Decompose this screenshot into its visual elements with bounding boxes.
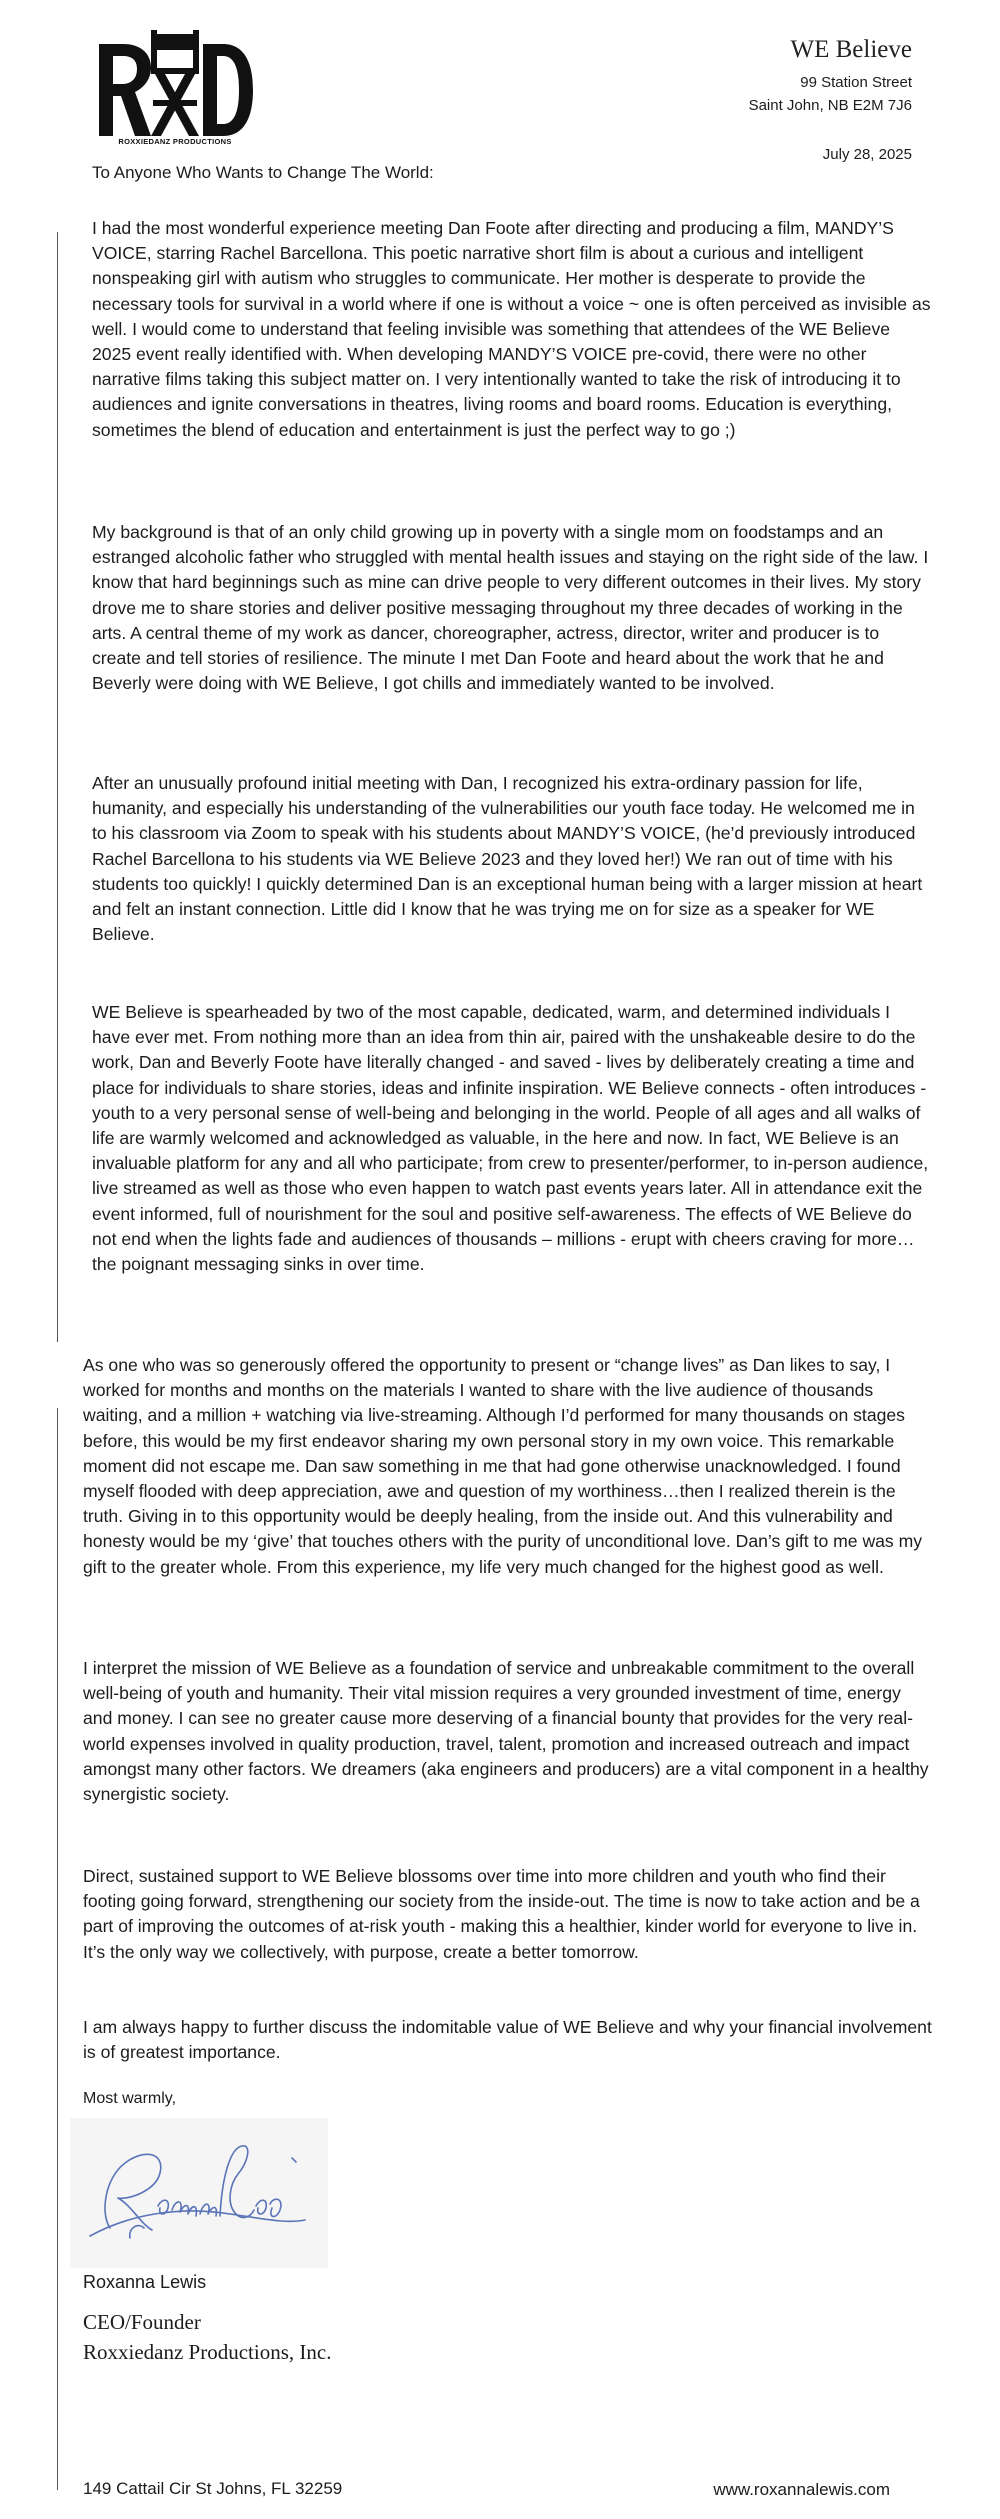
organization-address-line-2: Saint John, NB E2M 7J6 [748, 97, 912, 114]
footer-address: 149 Cattail Cir St Johns, FL 32259 [83, 2479, 343, 2498]
organization-name: WE Believe [790, 36, 912, 63]
margin-rule-bottom [57, 1408, 58, 2490]
letter-date: July 28, 2025 [822, 146, 912, 163]
body-paragraph: Direct, sustained support to WE Believe blossoms over time into more children and youth who find their footing going forward, strengthening our society from the inside-out. The time is now to take action and be a part of improving the outcomes of at-risk youth - making this a healthier, kinder world for everyone to live in. It’s the only way we collectively, with purpose, create a better tomorrow. [83, 1866, 920, 1962]
body-paragraph: WE Believe is spearheaded by two of the most capable, dedicated, warm, and determined individuals I have ever met. From nothing more than an idea from thin air, paired with the unshakeable desire to do the work, Dan and Beverly Foote have literally changed - and saved - lives by deliberately creating a time and place for individuals to share stories, ideas and infinite inspiration. WE Believe connects - often introduces - youth to a very personal sense of well-being and belonging in the world. People of all ages and all walks of life are warmly welcomed and acknowledged as valuable, in the here and now. In fact, WE Believe is an invaluable platform for any and all who participate; from crew to presenter/performer, to in-person audience, live streamed as well as those who even happen to watch past events years later. All in attendance exit the event informed, full of nourishment for the soul and positive self-awareness. The effects of WE Believe do not end when the lights fade and audiences of thousands – millions - erupt with cheers craving for more…the poignant messaging sinks in over time. [92, 1002, 929, 1275]
body-paragraph: I had the most wonderful experience meeting Dan Foote after directing and producing a film, MANDY’S VOICE, starring Rachel Barcellona. This poetic narrative short film is about a curious and intelligent nonspeaking girl with autism who struggles to communicate. Her mother is desperate to provide the necessary tools for survival in a world where if one is without a voice ~ one is often perceived as invisible as well. I would come to understand that feeling invisible was something that attendees of the WE Believe 2025 event really identified with. When developing MANDY’S VOICE pre-covid, there were no other narrative films taking this subject matter on. I very intentionally wanted to take the risk of introducing it to audiences and ignite conversations in theatres, living rooms and board rooms. Education is everything, sometimes the blend of education and entertainment is just the perfect way to go ;) [92, 218, 931, 440]
signature-image [70, 2118, 328, 2268]
handwritten-signature-icon [70, 2118, 328, 2268]
body-paragraph: I interpret the mission of WE Believe as a foundation of service and unbreakable commitment to the overall well-being of youth and humanity. Their vital mission requires a very grounded investment of time, energy and money. I can see no greater cause more deserving of a financial bounty that provides for the very real-world expenses involved in quality production, travel, talent, promotion and increased outreach and impact amongst many other factors. We dreamers (aka engineers and producers) are a vital component in a healthy synergistic society. [83, 1658, 929, 1805]
organization-address-line-1: 99 Station Street [800, 74, 912, 91]
footer-website-link[interactable]: www.roxannalewis.com [713, 2480, 890, 2499]
body-paragraph: My background is that of an only child growing up in poverty with a single mom on foodstamps and an estranged alcoholic father who struggled with mental health issues and staying on the right side of the law. I know that hard beginnings such as mine can drive people to very different outcomes in their lives. My story drove me to share stories and deliver positive messaging throughout my three decades of working in the arts. A central theme of my work as dancer, choreographer, actress, director, writer and producer is to create and tell stories of resilience. The minute I met Dan Foote and heard about the work that he and Beverly were doing with WE Believe, I got chills and immediately wanted to be involved. [92, 522, 929, 694]
logo-tagline: ROXXIEDANZ PRODUCTIONS [118, 137, 232, 146]
body-paragraph: As one who was so generously offered the opportunity to present or “change lives” as Dan likes to say, I worked for months and months on the materials I wanted to share with the live audience of thousands waiting, and a million + watching via live-streaming. Although I’d performed for many thousands on stages before, this would be my first endeavor sharing my own personal story in my own voice. This remarkable moment did not escape me. Dan saw something in me that had gone otherwise unacknowledged. I found myself flooded with deep appreciation, awe and question of my worthiness…then I realized therein is the truth. Giving in to this opportunity would be deeply healing, from the inside out. And this vulnerability and honesty would be my ‘give’ that touches others with the purity of unconditional love. Dan’s gift to me was my gift to the greater whole. From this experience, my life very much changed for the highest good as well. [83, 1355, 923, 1577]
signer-name: Roxanna Lewis [83, 2272, 207, 2292]
signer-company: Roxxiedanz Productions, Inc. [83, 2340, 332, 2364]
salutation: To Anyone Who Wants to Change The World: [92, 163, 434, 182]
signer-title: CEO/Founder [83, 2310, 201, 2334]
body-paragraph: I am always happy to further discuss the indomitable value of WE Believe and why your financial involvement is of greatest importance. [83, 2017, 932, 2063]
body-paragraph: After an unusually profound initial meeting with Dan, I recognized his extra-ordinary passion for life, humanity, and especially his understanding of the vulnerabilities our youth face today. He welcomed me in to his classroom via Zoom to speak with his students about MANDY’S VOICE, (he’d previously introduced Rachel Barcellona to his students via WE Believe 2023 and they loved her!) We ran out of time with his students too quickly! I quickly determined Dan is an exceptional human being with a larger mission at heart and felt an instant connection. Little did I know that he was trying me on for size as a speaker for WE Believe. [92, 773, 923, 945]
closing: Most warmly, [83, 2090, 177, 2107]
director-chair-logo-icon [95, 30, 255, 152]
margin-rule-top [57, 232, 58, 1342]
